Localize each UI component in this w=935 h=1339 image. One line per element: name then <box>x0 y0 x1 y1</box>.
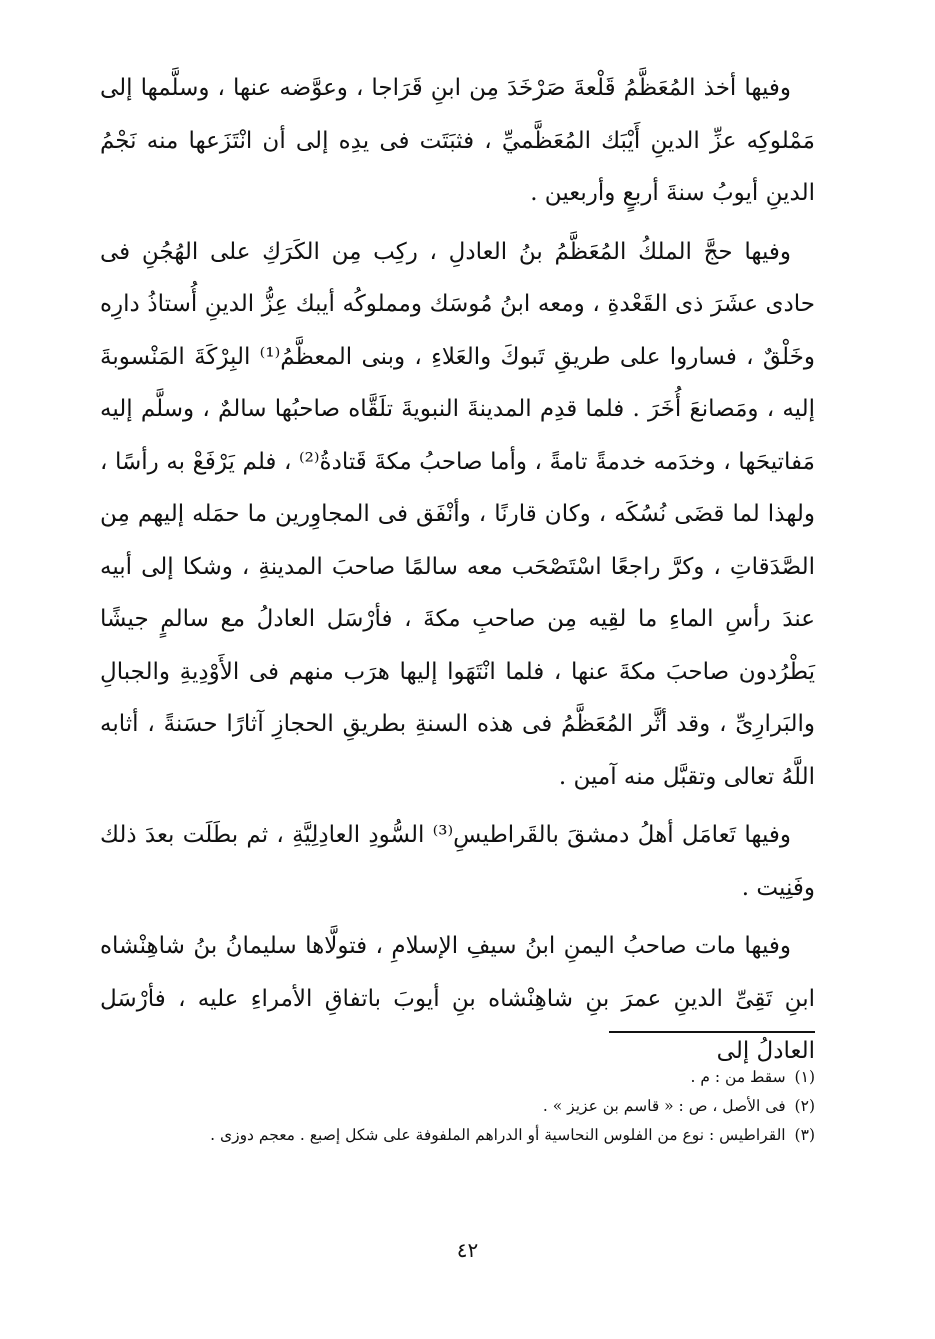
paragraph-2: وفيها حجَّ الملكُ المُعَظَّمُ بنُ العادلِ ، ركِب مِن الكَرَكِ على الهُجُنِ فى حادى عشَرَ ذى القَعْدةِ ، ومعه ابنُ مُوسَك ومملوكُه أيبك عِزُّ الدينِ أُستاذُ دارِه وخَلْقٌ ، فساروا على طريقِ تَبوكَ والعَلاءِ ، وبنى المعظَّمُ⁽¹⁾ البِرْكَةَ المَنْسوبةَ إليه ، ومَصانعَ أُخَرَ . فلما قدِم المدينةَ النبويةَ تلَقَّاه صاحبُها سالمٌ ، وسلَّم إليه مَفاتيحَها ، وخدَمه خدمةً تامةً ، وأما صاحبُ مكةَ قَتادةُ⁽²⁾ ، فلم يَرْفَعْ به رأسًا ، ولهذا لما قضَى نُسُكَه ، وكان قارنًا ، وأنْفَق فى المجاوِرين ما حمَله إليهم مِن الصَّدَقاتِ ، وكرَّ راجعًا اسْتَصْحَب معه سالمًا صاحبَ المدينةِ ، وشكا إلى أبيه عندَ رأسِ الماءِ ما لقِيه مِن صاحبِ مكةَ ، فأرْسَل العادلُ مع سالمٍ جيشًا يَطْرُدون صاحبَ مكةَ عنها ، فلما انْتَهَوا إليها هرَب منهم فى الأَوْدِيةِ والجبالِ والبَرارِىِّ ، وقد أثَّر المُعَظَّمُ فى هذه السنةِ بطريقِ الحجازِ آثارًا حسَنةً ، أثابه اللَّهُ تعالى وتقبَّل منه آمين . <box>100 238 816 790</box>
main-text <box>100 62 815 1084</box>
paragraph-1: وفيها أخذ المُعَظَّمُ قَلْعةَ صَرْخَدَ مِن ابنِ قَرَاجا ، وعوَّضه عنها ، وسلَّمها إلى مَمْلوكِه عزِّ الدينِ أَيْبَك المُعَظَّميِّ ، فثبَتَت فى يدِه إلى أن انْتَزَعها منه نَجْمُ الدينِ أيوبُ سنةَ أربعٍ وأربعين . <box>100 75 815 206</box>
footnote-separator <box>609 1031 815 1033</box>
footnote-3 <box>115 1121 815 1150</box>
footnote-1 <box>115 1063 815 1092</box>
paragraph-4: وفيها مات صاحبُ اليمنِ ابنُ سيفِ الإسلامِ ، فتولَّاها سليمانُ بنُ شاهِنْشاه ابنِ تَقِىِّ الدينِ عمرَ بنِ شاهِنْشاه بنِ أيوبَ باتفاقِ الأمراءِ عليه ، فأرْسَل العادلُ إلى <box>100 933 815 1064</box>
footnote-number: (١) <box>794 1068 815 1086</box>
footnote-text: فى الأصل ، ص : « قاسم بن عزيز » . <box>542 1097 786 1115</box>
footnote-2 <box>115 1092 815 1121</box>
footnote-number: (٢) <box>794 1097 815 1115</box>
paragraph-3: وفيها تَعامَل أهلُ دمشقَ بالقَراطيسِ⁽³⁾ السُّودِ العادِلِيَّةِ ، ثم بطَلَت بعدَ ذلك وفَنِيت . <box>100 822 815 901</box>
footnote-text: القراطيس : نوع من الفلوس النحاسية أو الدراهم الملفوفة على شكل إصبع . معجم دوزى . <box>210 1126 786 1144</box>
footnote-text: سقط من : م . <box>690 1068 786 1086</box>
footnotes <box>115 1063 815 1150</box>
footnote-number: (٣) <box>794 1126 815 1144</box>
page-number: ٤٢ <box>456 1238 479 1262</box>
